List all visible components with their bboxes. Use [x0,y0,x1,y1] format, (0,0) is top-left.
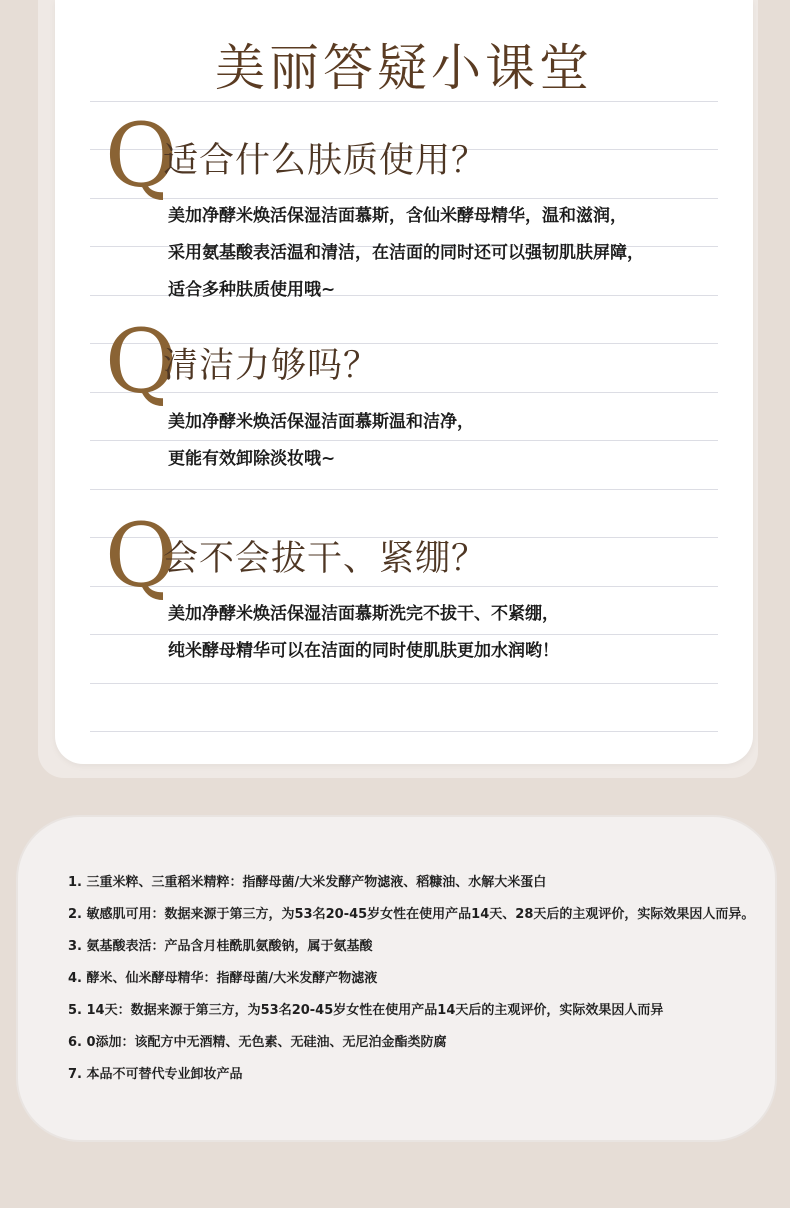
footnotes-panel [16,815,777,1142]
answer-line: 美加净酵米焕活保湿洁面慕斯，含仙米酵母精华，温和滋润， [168,206,627,226]
answer-line: 美加净酵米焕活保湿洁面慕斯洗完不拔干、不紧绷， [168,604,559,624]
footnote-1: 1. 三重米粹、三重稻米精粹：指酵母菌/大米发酵产物滤液、稻糠油、水解大米蛋白 [68,875,547,890]
answer-line: 采用氨基酸表活温和清洁，在洁面的同时还可以强韧肌肤屏障， [168,243,644,263]
question-1: 适合什么肤质使用？ [163,141,488,181]
answer-line: 美加净酵米焕活保湿洁面慕斯温和洁净， [168,412,474,432]
answer-line: 纯米酵母精华可以在洁面的同时使肌肤更加水润哟！ [168,641,559,661]
notebook-line [90,683,718,684]
q-letter-icon: Q [105,104,178,207]
footnote-5: 5. 14天：数据来源于第三方，为53名20-45岁女性在使用产品14天后的主观评价，实际效果因人而异 [68,1003,664,1018]
notebook-line [90,489,718,490]
footnote-2: 2. 敏感肌可用：数据来源于第三方，为53名20-45岁女性在使用产品14天、28天后的主观评价，实际效果因人而异。 [68,907,755,922]
notebook-line [90,101,718,102]
footnote-7: 7. 本品不可替代专业卸妆产品 [68,1067,243,1082]
question-2: 清洁力够吗？ [163,346,380,386]
answer-2 [168,404,474,478]
qa-card [55,0,753,764]
question-3: 会不会拔干、紧绷？ [163,539,488,579]
notebook-line [90,586,718,587]
answer-1 [168,198,644,309]
answer-line: 适合多种肤质使用哦~ [168,280,336,300]
footnote-6: 6. 0添加：该配方中无酒精、无色素、无硅油、无尼泊金酯类防腐 [68,1035,447,1050]
answer-3 [168,596,559,670]
notebook-line [90,731,718,732]
notebook-line [90,392,718,393]
page-title: 美丽答疑小课堂 [215,39,593,97]
q-letter-icon: Q [105,310,178,413]
footnote-4: 4. 酵米、仙米酵母精华：指酵母菌/大米发酵产物滤液 [68,971,378,986]
answer-line: 更能有效卸除淡妆哦~ [168,449,336,469]
footnote-3: 3. 氨基酸表活：产品含月桂酰肌氨酸钠，属于氨基酸 [68,939,373,954]
q-letter-icon: Q [105,504,178,607]
